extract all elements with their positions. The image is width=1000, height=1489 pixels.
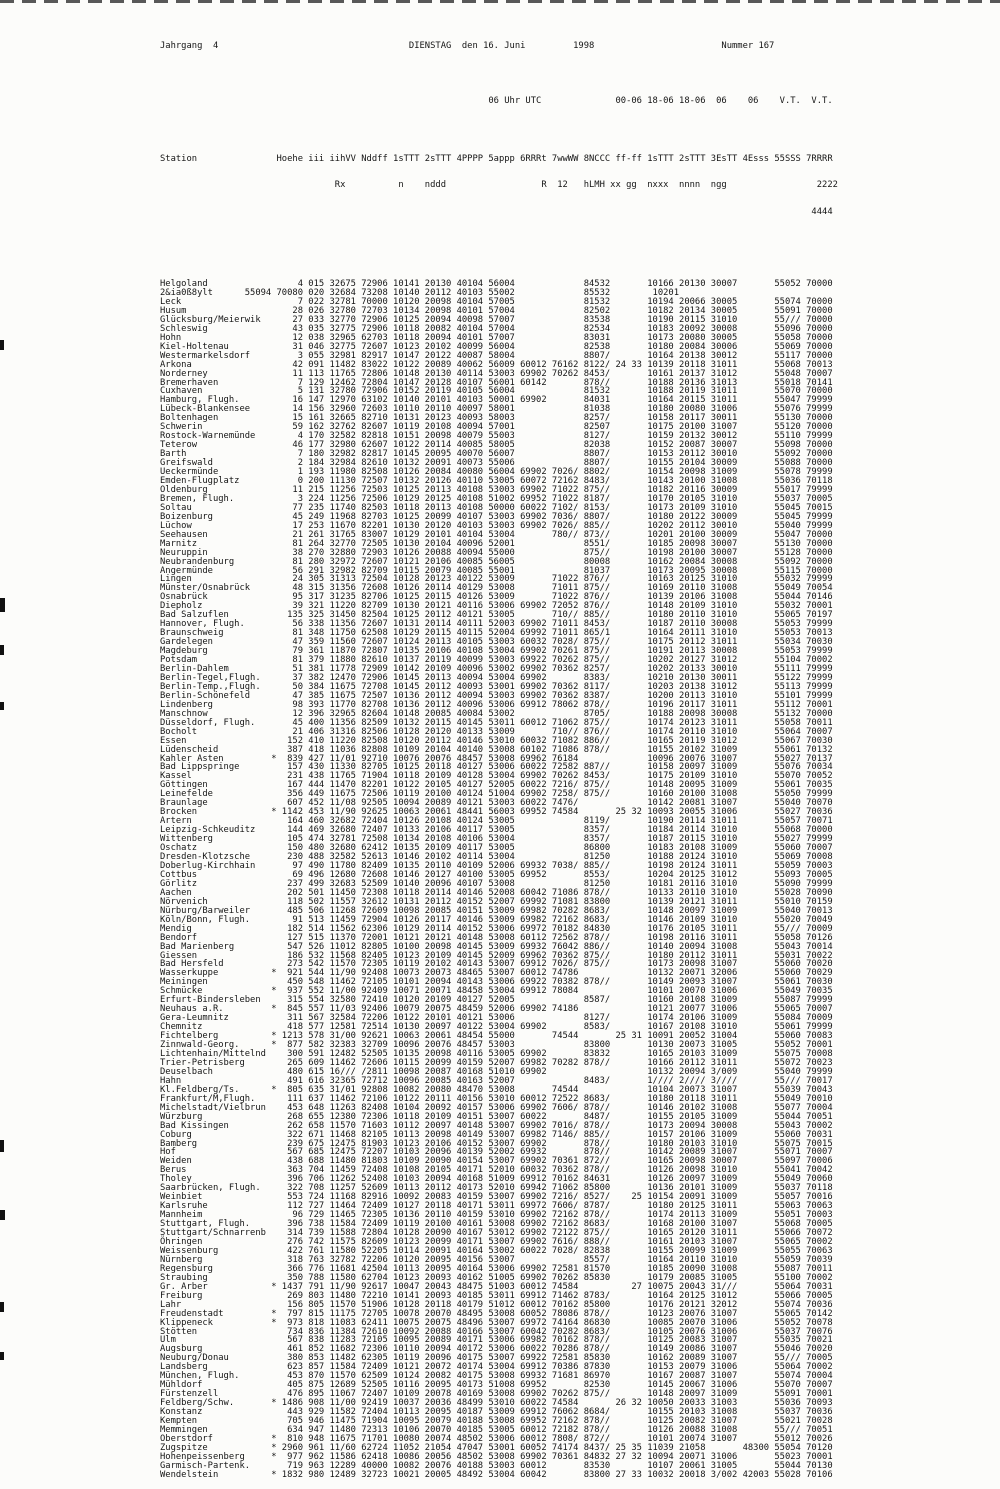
station-row: Zugspitze * 2960 961 11/60 62724 11052 21054 47047 53001 60052 74174 8437/ 25 35 11039 21058 48300 55054 70120 (160, 1442, 833, 1453)
station-row: Weinbiet 553 724 11168 82916 10092 20083 40159 53007 69902 7216/ 8527/ 25 10154 20091 31009 55057 70016 (160, 1192, 833, 1203)
station-row: Cottbus 69 496 12680 72608 10146 20127 40100 53005 69952 8553/ 10204 20125 31012 55093 70005 (160, 869, 833, 880)
station-row: Husum 28 026 32780 72703 10134 20098 40101 57004 82502 10182 20134 30005 55091 70000 (160, 305, 833, 316)
station-row: Zinnwald-Georg. * 877 582 32383 32709 10096 20076 48457 53003 83800 10130 20073 31005 55052 70001 (160, 1040, 833, 1051)
station-row: Garmisch-Partenk. 719 963 12289 40000 10082 20076 40188 53003 60012 83530 10107 20061 31005 55044 70130 (160, 1460, 833, 1471)
station-row: Ulm 567 838 11283 72105 10095 20089 40171 53006 69982 70162 878// 10125 20083 31007 55035 70021 (160, 1335, 833, 1346)
station-row: München, Flugh. 453 870 11570 62509 10124 20082 40175 53008 69932 71681 86970 10167 20087 31007 55074 70004 (160, 1371, 833, 1382)
station-row: Nörvenich 118 502 11557 32612 10131 20112 40152 52007 69992 71081 83800 10139 20121 31011 55010 70159 (160, 896, 833, 907)
weather-bulletin-page (160, 0, 995, 1489)
station-row: Ueckermünde 1 193 11980 82508 10126 20084 40080 56004 69902 7026/ 8802/ 10154 20098 31009 55078 79999 (160, 467, 833, 478)
station-row: Bremen, Flugh. 3 224 11256 72506 10129 20125 40108 51002 69952 71022 8187/ 10170 20105 31010 55037 70005 (160, 493, 833, 504)
station-row: Frankfurt/M,Flugh. 111 637 11462 72106 10122 20111 40156 53010 60012 72522 8683/ 10180 20118 31011 55049 70010 (160, 1093, 833, 1104)
station-row: Michelstadt/Vielbrun 453 648 11263 82408 10104 20092 40157 53006 69902 7606/ 878// 10146 20102 31008 55077 70004 (160, 1102, 833, 1113)
station-row: Deuselbach 480 615 16/// /2811 10098 20087 40168 51010 69902 10132 20094 3/009 55040 79999 (160, 1066, 833, 1077)
station-row: Bamberg 239 675 12475 81903 10123 20106 40152 53007 69902 878// 10180 20103 31010 55075 70015 (160, 1138, 833, 1149)
station-row: Lübeck-Blankensee 14 156 32960 72603 10110 20110 40097 58001 81038 10180 20080 31006 55076 79999 (160, 404, 833, 415)
masthead-line: Jahrgang 4 DIENSTAG den 16. Juni 1998 Nummer 167 (160, 40, 775, 51)
station-row: Bad Hersfeld 273 542 11570 72305 10119 20102 40143 53007 69912 7026/ 875// 10173 20098 31007 55060 70020 (160, 959, 833, 970)
station-row: Lindenberg 98 393 11770 82708 10136 20112 40096 53006 69912 78062 878// 10196 20117 31011 55112 70001 (160, 699, 833, 710)
station-row: Regensburg 366 776 11681 42504 10113 20095 40164 53006 69902 72581 81570 10185 20090 31008 55087 70011 (160, 1263, 833, 1274)
station-row: Hohenpeissenberg * 977 962 11586 62418 10086 20056 48502 53008 69902 70361 84832 27 32 10094 20071 31006 55023 70001 (160, 1451, 833, 1462)
station-row: Mühldorf 405 875 12689 52505 10116 20095 40173 51008 69952 82530 10145 20067 31006 55070 70007 (160, 1380, 833, 1391)
station-row: Arkona 42 091 11482 83022 10122 20089 40062 56009 60012 76162 8122/ 24 33 10139 20118 31011 55068 70013 (160, 359, 833, 370)
station-row: Tholey 396 706 11262 52408 10103 20094 40168 51009 69912 70162 84631 10126 20097 31009 55049 70060 (160, 1174, 833, 1185)
station-row: Bocholt 21 406 31316 82506 10128 20120 40133 53009 710// 876// 10174 20110 31010 55064 70007 (160, 726, 833, 737)
station-row: Bad Lippspringe 157 430 11330 82705 10125 20118 40127 53006 60022 72582 887// 10158 20097 31009 55076 70034 (160, 762, 833, 773)
station-row: Freiburg 269 803 11480 72210 10141 20093 40185 53011 69912 71462 8783/ 10164 20125 31012 55066 70005 (160, 1290, 833, 1301)
station-row: Westermarkelsdorf 3 055 32981 82917 10147 20122 40087 58004 8807/ 10164 20138 30012 55117 70000 (160, 350, 833, 361)
station-row: Lüdenscheid 387 418 11036 82808 10109 20104 40140 53008 60102 71086 878// 10155 20102 31009 55061 70132 (160, 744, 833, 755)
station-row: Nürburg/Barweiler 485 506 11268 72609 10098 20085 40151 53009 69982 70282 8683/ 10148 20097 31009 55040 70013 (160, 905, 833, 916)
station-row: Chemnitz 418 577 12581 72514 10130 20097 40122 53004 69902 8583/ 10167 20108 31010 55061 79999 (160, 1022, 833, 1033)
station-row: Berlin-Dahlem 51 381 11778 72909 10142 20109 40096 53002 69902 70362 8257/ 10202 20133 30010 55111 79999 (160, 664, 833, 674)
station-row: Potsdam 81 379 11880 82610 10137 20119 40099 53003 69922 70262 875// 10202 20127 31012 55104 70002 (160, 655, 833, 666)
station-row: Feldberg/Schw. * 1486 908 11/00 92419 10037 20036 48499 53010 60022 74584 26 32 10050 20033 31003 55036 70093 (160, 1398, 833, 1409)
station-row: Glücksburg/Meierwik 27 033 32770 72906 10125 20094 40098 57007 83538 10190 20115 31010 55/// 70000 (160, 314, 833, 325)
station-row: Berus 363 704 11459 72408 10108 20105 40171 52010 60032 70362 878// 10126 20098 31010 55041 70042 (160, 1165, 833, 1176)
station-row: Norderney 11 113 11765 72806 10148 20130 40114 53003 69902 70262 8453/ 10161 20137 31012 55048 70007 (160, 368, 833, 379)
scan-artifact-edge-mark (0, 1302, 4, 1312)
station-row: Giessen 186 532 11568 82405 10123 20109 40145 52009 69962 70362 875// 10180 20112 31011 55031 70022 (160, 950, 833, 961)
station-row: Konstanz 443 929 11582 72404 10113 20095 40187 53009 69912 76062 8684/ 10155 20103 31008 55037 70036 (160, 1407, 833, 1418)
column-header-line-2: Rx n nddd R 12 hLMH xx gg nxxx nnnn ngg 2222 (160, 180, 838, 191)
station-row: Stötten 734 836 11384 72610 10092 20088 40166 53007 60042 70282 8683/ 10105 20076 31006 55037 70076 (160, 1326, 833, 1337)
column-header (160, 137, 995, 235)
station-row: Kassel 231 438 11765 71904 10118 20109 40128 53004 69902 70262 8453/ 10175 20109 31010 55070 70052 (160, 771, 833, 782)
scan-artifact-edge-mark (0, 1210, 5, 1220)
station-row: Köln/Bonn, Flugh. 91 513 11459 72904 10126 20117 40146 53009 69982 72162 8683/ 10146 20109 31010 55020 70049 (160, 914, 833, 925)
station-row: Stuttgart/Schnarrenb 314 739 11588 72804 10128 20090 40167 53012 69902 72122 875// 10165 20120 31011 55066 70072 (160, 1228, 833, 1239)
station-row: Saarbrücken, Flugh. 322 708 11257 52609 10113 20112 40173 52010 69942 71062 85800 10136 20101 31009 55037 70118 (160, 1183, 833, 1194)
station-row: Artern 164 460 32682 72404 10126 20108 40124 53005 8119/ 10190 20114 31011 55057 70071 (160, 816, 833, 827)
station-row: Düsseldorf, Flugh. 45 400 11356 82509 10132 20115 40145 53011 60012 71062 875// 10174 20123 31011 55058 70011 (160, 717, 833, 728)
station-row: Göttingen 167 444 11470 82201 10122 20105 40127 52005 60022 7216/ 875// 10148 20095 31009 55061 70035 (160, 780, 833, 791)
station-row: Barth 7 180 32982 82817 10145 20095 40070 56007 8807/ 10153 20112 30010 55092 70000 (160, 449, 833, 460)
scan-artifact-edge-mark (0, 1140, 4, 1152)
station-row: Braunlage 607 452 11/08 92505 10094 20089 40121 53003 60022 7476/ 10142 20081 31007 55040 70070 (160, 798, 833, 809)
station-row: Marnitz 81 264 32770 72505 10130 20104 40096 52001 8551/ 10185 20098 30007 55130 70000 (160, 538, 833, 549)
station-row: Kl.Feldberg/Ts. * 805 635 31/01 92808 10082 20080 48470 53008 74544 10104 20073 31007 55039 70043 (160, 1084, 833, 1095)
station-row: Coburg 322 671 11468 82105 10113 20098 40149 53007 69982 7146/ 885// 10157 20106 31009 55060 70031 (160, 1129, 833, 1140)
station-row: Schwerin 59 162 32762 82607 10119 20108 40094 57001 82507 10175 20100 31007 55120 70000 (160, 422, 833, 433)
station-row: Bendorf 127 515 11370 72001 10121 20121 40148 53008 60112 72562 878// 10198 20116 31011 55058 70126 (160, 932, 833, 943)
station-row: Teterow 46 177 32980 62607 10122 20114 40085 58005 82038 10152 20087 30007 55098 70000 (160, 440, 833, 451)
station-row: Würzburg 268 655 12380 72306 10118 20109 40151 53007 60022 8487/ 10155 20105 31009 55044 70051 (160, 1111, 833, 1122)
station-row: Mendig 182 514 11562 62306 10129 20114 40152 53006 69972 70182 84830 10176 20105 31011 55/// 70009 (160, 923, 833, 934)
station-row: Stuttgart, Flugh. 396 738 11584 72409 10119 20100 40161 53008 69902 72162 8683/ 10168 20100 31007 55068 70005 (160, 1219, 833, 1230)
station-row: Nürnberg 318 763 32782 72206 10120 20095 40156 53007 8557/ 10164 20110 31010 55059 70039 (160, 1254, 833, 1265)
station-row: Oschatz 150 480 32680 62412 10135 20109 40117 53005 86800 10183 20108 31009 55060 70007 (160, 843, 833, 854)
station-row: Wasserkuppe * 921 544 11/90 92408 10073 20073 48465 53007 60012 74786 10132 20071 32006 55060 70029 (160, 968, 833, 979)
station-row: Soltau 77 235 11740 82503 10118 20113 40108 50000 60022 7102/ 8153/ 10173 20109 31010 55045 70015 (160, 502, 833, 513)
station-row: Trier-Petrisberg 265 609 11462 72606 10115 20099 40159 52007 69982 70282 878// 10166 20112 31011 55072 70023 (160, 1057, 833, 1068)
station-row: Lichtenhain/Mittelnd 300 591 12482 52505 10135 20098 40116 53005 69902 83832 10165 20103 31009 55075 70008 (160, 1048, 833, 1059)
station-row: Görlitz 237 499 32683 52509 10140 20096 40107 53008 81250 10181 20116 31010 55090 79999 (160, 878, 833, 889)
station-row: Kempten 705 946 11475 71904 10095 20079 40188 53008 69952 72162 878// 10125 20082 31007 55021 70028 (160, 1416, 833, 1427)
station-row: Aachen 202 501 11450 72308 10118 20114 40146 52008 60042 71086 878// 10133 20110 31010 55028 70090 (160, 887, 833, 898)
station-row: Landsberg 623 857 11584 72409 10121 20072 40174 53004 69912 70386 87830 10153 20079 31006 55064 70002 (160, 1362, 833, 1373)
station-row: Memmingen 634 947 11480 72313 10106 20070 40185 53005 60012 72182 878// 10126 20088 31008 55/// 70051 (160, 1425, 833, 1436)
station-table (160, 280, 995, 1480)
station-row: Braunschweig 81 348 11750 62508 10129 20115 40115 52004 69992 71011 865/1 10164 20111 31010 55053 70013 (160, 628, 833, 639)
station-row: Hohn 12 038 32965 62703 10118 20094 40101 57007 83031 10173 20080 30005 55058 70000 (160, 332, 833, 343)
station-row: Berlin-Schönefeld 47 385 11675 72507 10136 20112 40094 53003 69902 70362 8387/ 10200 20113 31010 55101 79999 (160, 690, 833, 701)
station-row: Schmücke * 937 552 11/00 92409 10071 20071 48458 53004 69912 78084 10101 20070 31006 55049 70035 (160, 986, 833, 997)
station-row: Hamburg, Flugh. 16 147 12970 63102 10140 20101 40103 50001 69902 84031 10164 20115 31011 55047 79999 (160, 395, 833, 406)
station-row: Leck 7 022 32781 70000 10120 20098 40104 57005 81532 10194 20066 30005 55074 70000 (160, 296, 833, 307)
station-row: Fürstenzell 476 895 11067 72407 10109 20078 40169 53008 69902 70262 875// 10148 20097 31009 55091 70001 (160, 1389, 833, 1400)
station-row: Gr. Arber * 1437 791 11/90 92617 10047 20043 48475 51003 60012 74584 27 10075 20043 31/// 55064 70031 (160, 1281, 833, 1292)
station-row: 2&ia0ß8ylt 55094 70080 020 32684 73208 10140 20112 40103 55002 85532 10201 (160, 287, 680, 298)
station-row: Seehausen 21 261 31765 83007 10129 20101 40104 53004 780// 873// 10201 20100 30009 55047 70000 (160, 529, 833, 540)
station-row: Magdeburg 79 361 11870 72807 10135 20106 40108 53004 69902 70261 875// 10191 20113 30008 55053 79999 (160, 646, 833, 657)
station-row: Münster/Osnabrück 48 315 31356 72608 10126 20114 40129 53008 71011 875// 10169 20110 31008 55049 70054 (160, 583, 833, 594)
station-row: Neuburg/Donau 380 853 11482 62305 10119 20096 40175 53007 69922 72581 85830 10162 20089 31007 55/// 70005 (160, 1353, 833, 1364)
station-row: Weissenburg 422 761 11580 52205 10114 20091 40164 53002 60022 7028/ 82838 10155 20099 31009 55055 70063 (160, 1245, 833, 1256)
station-row: Boltenhagen 15 161 32665 82710 10131 20123 40093 58003 8257/ 10158 20117 30011 55130 70000 (160, 413, 833, 424)
station-row: Neuruppin 38 270 32880 72903 10126 20088 40094 55000 875// 10198 20100 30007 55128 70000 (160, 547, 833, 558)
station-row: Neubrandenburg 81 280 32972 72607 10121 20106 40085 56005 80008 10162 20084 30008 55092 70000 (160, 556, 833, 567)
station-row: Diepholz 39 321 11220 82709 10130 20121 40116 53006 69902 72052 876// 10148 20109 31010 55032 70001 (160, 601, 833, 612)
station-row: Wittenberg 105 474 32781 72508 10134 20108 40106 53004 8357/ 10187 20115 31010 55027 79999 (160, 834, 833, 845)
column-header-line-1: Station Hoehe iii iihVV Nddff 1sTTT 2sTTT 4PPPP 5appp 6RRRt 7wwWW 8NCCC ff-ff 1sTTT 2sTTT 3EsTT 4Esss 55SSS 7RRRR (160, 153, 833, 164)
station-row: Boizenburg 45 249 11968 82703 10125 20099 40107 53003 69902 7036/ 8807/ 10180 20122 30009 55045 79999 (160, 511, 833, 522)
station-row: Cuxhaven 5 131 32780 72906 10152 20119 40105 56004 81532 10188 20119 31011 55070 70000 (160, 386, 833, 397)
station-row: Klippeneck * 973 818 11083 62411 10075 20075 48496 53007 69972 74164 86830 10085 20070 31006 55052 70078 (160, 1317, 833, 1328)
station-row: Manschnow 12 396 32965 82604 10148 20085 40084 53002 8705/ 10188 20098 30008 55132 70000 (160, 708, 833, 719)
station-row: Oberstdorf * 810 948 11675 71701 10080 20074 48502 53006 60012 7808/ 872// 10101 20074 31007 55012 70026 (160, 1433, 833, 1444)
station-row: Erfurt-Bindersleben 315 554 32580 72410 10120 20109 40127 52005 8587/ 10160 20108 31009 55087 79999 (160, 995, 833, 1006)
scan-artifact-edge-mark (0, 645, 4, 655)
station-row: Leipzig-Schkeuditz 144 469 32680 72407 10133 20106 40117 53005 8357/ 10184 20114 31010 55068 70000 (160, 825, 833, 836)
station-row: Wendelstein * 1832 980 12489 32723 10021 20005 48492 53004 60042 83800 27 33 10032 20018 3/002 42003 55028 70106 (160, 1469, 833, 1480)
station-row: Essen 152 410 11220 82508 10120 20112 40146 53010 60032 71082 886// 10165 20119 31012 55067 70030 (160, 735, 833, 746)
station-row: Berlin-Tegel,Flugh. 37 382 12470 72906 10145 20113 40094 53004 69902 8383/ 10210 20130 30011 55122 79999 (160, 672, 833, 683)
station-row: Straubing 350 788 11580 62704 10123 20093 40162 51005 69902 70262 85830 10179 20085 31005 55100 70002 (160, 1272, 833, 1283)
station-row: Hof 567 685 12475 72207 10103 20096 40139 52002 69932 878// 10142 20089 31007 55071 70007 (160, 1147, 833, 1158)
station-row: Doberlug-Kirchhain 97 490 11780 82409 10135 20110 40109 52006 69932 7038/ 885// 10198 20124 31011 55059 70003 (160, 860, 833, 871)
station-row: Hannover, Flugh. 56 338 11356 72607 10131 20114 40111 52003 69902 71011 8453/ 10187 20110 30008 55053 79999 (160, 619, 833, 630)
station-row: Augsburg 461 852 11682 72306 10110 20094 40172 53006 60022 70286 878// 10149 20086 31007 55046 70020 (160, 1344, 833, 1355)
station-row: Berlin-Temp.,Flugh. 50 384 11675 72708 10145 20112 40093 53001 69902 70362 8117/ 10203 20138 31012 55113 79999 (160, 681, 833, 692)
station-row: Kiel-Holtenau 31 046 32775 72607 10123 20102 40099 56004 82538 10180 20084 30006 55069 70000 (160, 341, 833, 352)
station-row: Brocken * 1142 453 11/90 92625 10063 20061 48441 56003 69952 74584 25 32 10093 20055 31006 55027 70036 (160, 807, 833, 818)
station-row: Gardelegen 47 359 11560 72607 10124 20113 40105 53003 60032 7028/ 875// 10175 20112 31011 55034 70030 (160, 637, 833, 648)
station-row: Lüchow 17 253 11670 82201 10130 20120 40103 53003 69902 7026/ 885// 10202 20112 30010 55040 79999 (160, 520, 833, 531)
station-row: Oldenburg 11 215 11256 72503 10125 20113 40108 53003 69902 71022 875// 10182 20116 30009 55017 79999 (160, 484, 833, 495)
scan-artifact-edge-mark (0, 1352, 4, 1360)
station-row: Gera-Leumnitz 311 567 32584 72206 10122 20101 40121 53006 8127/ 10174 20106 31009 55084 70009 (160, 1013, 833, 1024)
station-row: Schleswig 43 035 32775 72906 10118 20082 40104 57004 82534 10183 20092 30008 55096 70000 (160, 323, 833, 334)
station-row: Helgoland 4 015 32675 72906 10141 20130 40104 56004 84532 10166 20130 30007 55052 70000 (160, 279, 833, 290)
station-row: Lahr 156 805 11570 51906 10128 20118 40179 51012 60012 70162 85800 10176 20121 32012 55074 70036 (160, 1299, 833, 1310)
station-row: Leinefelde 356 449 11675 72506 10119 20100 40124 51004 69902 7258/ 875// 10160 20100 31008 55050 79999 (160, 789, 833, 800)
station-row: Angermünde 56 291 32982 82709 10115 20079 40085 55001 81037 10173 20095 30008 55115 70000 (160, 565, 833, 576)
station-row: Mannheim 96 729 11465 72305 10136 20110 40159 53010 69902 72162 878// 10174 20113 31009 55051 70003 (160, 1210, 833, 1221)
observation-time-line: 06 Uhr UTC 00-06 18-06 18-06 06 06 V.T. V.T. (160, 95, 833, 106)
station-row: Rostock-Warnemünde 4 170 32582 82818 10151 20098 40079 55003 8127/ 10159 20132 30012 55110 79999 (160, 431, 833, 442)
column-header-line-3: 4444 (160, 207, 833, 218)
station-row: Bad Salzuflen 135 325 31450 82504 10125 20112 40121 53005 710// 885// 10180 20110 31010 55065 70197 (160, 610, 833, 621)
station-row: Öhringen 276 742 11575 82609 10123 20099 40171 53007 69902 7616/ 888// 10161 20103 31007 55065 70002 (160, 1237, 833, 1247)
scan-artifact-edge-mark (0, 340, 4, 350)
station-row: Osnabrück 95 317 31235 82706 10125 20115 40126 53009 71022 876// 10139 20106 31008 55044 70146 (160, 592, 833, 603)
station-row: Dresden-Klotzsche 230 488 32582 52613 10146 20102 40114 53004 81250 10188 20124 31010 55069 70008 (160, 852, 833, 863)
station-row: Kahler Asten * 839 427 11/01 92710 10076 20076 48457 53008 69962 76184 10096 20076 31007 55027 70137 (160, 753, 833, 764)
station-row: Fichtelberg * 1213 578 31/00 92621 10063 20061 48454 55000 74544 25 31 10091 20052 31004 55060 70083 (160, 1031, 833, 1042)
station-row: Lingen 24 305 31313 72504 10128 20123 40122 53009 71022 876// 10163 20125 31010 55032 79999 (160, 574, 833, 585)
station-row: Freudenstadt * 797 815 11175 72705 10078 20070 48495 53008 60052 78086 878// 10123 20076 31007 55065 70142 (160, 1308, 833, 1319)
station-row: Weiden 438 688 11480 81803 10109 20090 40154 53007 69902 70361 872// 10165 20098 30007 55097 70006 (160, 1156, 833, 1167)
station-row: Emden-Flugplatz 0 200 11130 72507 10132 20126 40110 53005 60072 72162 8483/ 10143 20100 31008 55036 70118 (160, 475, 833, 486)
station-row: Karlsruhe 112 727 11464 72409 10127 20118 40171 53011 69972 7606/ 8787/ 10180 20125 31011 55063 70063 (160, 1201, 833, 1212)
station-row: Meiningen 450 548 11462 72105 10101 20094 40143 53006 69922 70382 878// 10149 20093 31007 55061 70030 (160, 977, 833, 988)
station-row: Hahn 491 616 32365 72712 10096 20085 40163 52007 8483/ 1//// 2//// 3//// 55/// 70017 (160, 1075, 833, 1086)
station-row: Bad Marienberg 547 526 11012 82805 10100 20098 40145 53009 69932 76042 886// 10140 20094 31008 55043 70014 (160, 941, 833, 952)
station-row: Bremerhaven 7 129 12462 72804 10147 20128 40107 56001 60142 878// 10188 20136 31013 55018 70141 (160, 377, 833, 388)
scan-artifact-edge-mark (0, 598, 5, 612)
scan-artifact-edge-mark (0, 702, 4, 710)
station-row: Neuhaus a.R. * 845 557 11/03 92406 10079 20075 48459 52006 69902 74186 10121 20077 31006 55065 70007 (160, 1004, 833, 1015)
station-row: Bad Kissingen 262 658 11570 71603 10112 20097 40148 53007 69902 7016/ 878// 10173 20094 30008 55043 70002 (160, 1120, 833, 1131)
station-row: Greifswald 2 184 32984 82610 10132 20091 40073 55006 8807/ 10155 20104 30009 55088 70000 (160, 458, 833, 469)
